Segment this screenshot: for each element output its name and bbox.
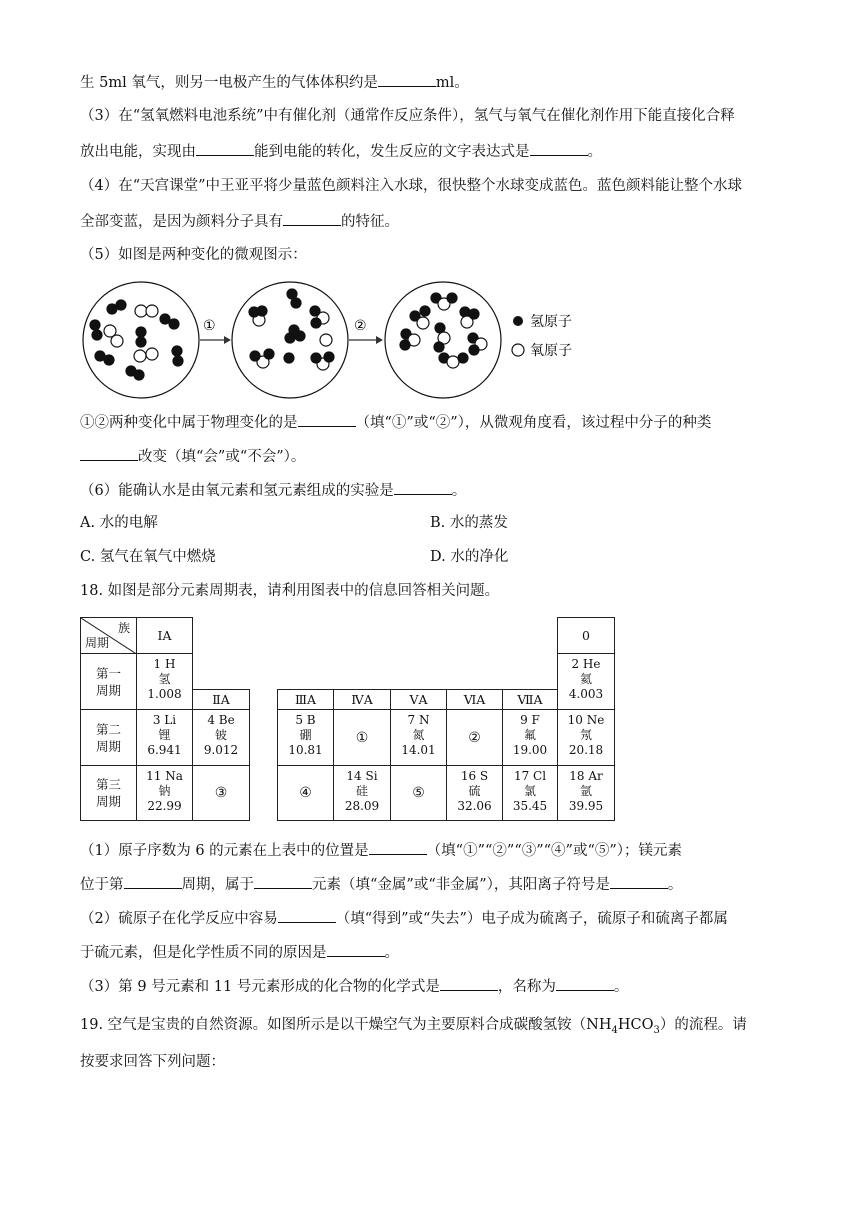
element-S (446, 765, 503, 821)
text: 14.01 (401, 743, 436, 757)
question-5-text (80, 412, 711, 433)
blank-position-4: ④ (277, 765, 334, 821)
text: （3）第 9 号元素和 11 号元素形成的化合物的化学式是 (80, 979, 440, 995)
oxygen-legend-label: 氧原子 (530, 343, 572, 359)
text: 。 (451, 483, 467, 499)
text: ①②两种变化中属于物理变化的是 (80, 415, 298, 431)
text: ）的流程。请 (659, 1017, 747, 1033)
text: 19.00 (512, 743, 548, 757)
text: 硼 (299, 728, 312, 742)
answer-blank (369, 840, 427, 855)
period-header (80, 653, 137, 710)
text: 。 (613, 979, 629, 995)
question-18: 18. 如图是部分元素周期表，请利用图表中的信息回答相关问题。 (80, 583, 500, 599)
text: 28.09 (344, 799, 380, 813)
text: 第二 (95, 721, 121, 737)
element-Ar (557, 765, 615, 821)
text: 22.99 (147, 799, 182, 813)
subscript: 3 (653, 1024, 660, 1036)
answer-blank (298, 412, 356, 427)
text: 10 Ne (567, 713, 605, 727)
text: 铍 (214, 728, 227, 742)
text: 全部变蓝，是因为颜料分子具有 (80, 214, 283, 230)
text: 硅 (355, 784, 368, 798)
answer-blank (378, 72, 436, 87)
text: 氮 (412, 728, 425, 742)
answer-blank (278, 908, 336, 923)
text: NH (586, 1017, 612, 1033)
answer-blank (610, 874, 668, 889)
group-header: ⅦA (502, 689, 558, 710)
question-18-1-line2 (80, 874, 682, 895)
text: 9.012 (203, 743, 239, 757)
option-c: C. 氢气在氧气中燃烧 (80, 549, 216, 565)
element-N (390, 709, 447, 766)
text: 氩 (579, 784, 592, 798)
blank-position-2: ② (446, 709, 503, 766)
text: 放出电能，实现由 (80, 144, 196, 160)
text: 的特征。 (341, 214, 399, 230)
text: 氖 (579, 728, 592, 742)
text: 。 (587, 144, 602, 160)
answer-blank (80, 446, 138, 461)
hydrogen-legend-label: 氢原子 (530, 314, 572, 330)
oxygen-legend-dot (512, 344, 524, 356)
element-B (277, 709, 334, 766)
answer-blank (196, 141, 254, 156)
text: 周期 (95, 682, 121, 698)
answer-blank (440, 976, 498, 991)
text: （填“得到”或“失去”）电子成为硫离子，硫原子和硫离子都属 (335, 911, 728, 927)
element-Si (333, 765, 391, 821)
blank-position-1: ① (333, 709, 391, 766)
question-5: （5）如图是两种变化的微观图示： (80, 247, 307, 263)
answer-blank (254, 874, 312, 889)
group-header: ⅣA (333, 689, 391, 710)
text: 18 Ar (569, 769, 603, 783)
text: 19. 空气是宝贵的自然资源。如图所示是以干燥空气为主要原料合成碳酸氢铵（ (80, 1017, 587, 1033)
question-4-line2 (80, 211, 399, 232)
period-header (80, 709, 137, 766)
option-d: D. 水的净化 (430, 549, 509, 565)
text: HCO (617, 1017, 654, 1033)
period-header (80, 765, 137, 821)
text: 14 Si (346, 769, 378, 783)
text: 能到电能的转化，发生反应的文字表达式是 (254, 144, 530, 160)
element-H (136, 653, 193, 710)
group-header: 0 (557, 617, 615, 654)
text: 2 He (571, 657, 601, 671)
group-header: ⅡA (192, 689, 250, 710)
question-19-line2: 按要求回答下列问题： (80, 1054, 225, 1070)
text: 第一 (95, 665, 121, 681)
molecule-diagram-clean (78, 274, 598, 406)
text: 于硫元素，但是化学性质不同的原因是 (80, 945, 327, 961)
periodic-table (80, 617, 615, 821)
text: 位于第 (80, 877, 124, 893)
text: 9 F (520, 713, 540, 727)
blank-position-3: ③ (192, 765, 250, 821)
text: 。 (384, 945, 399, 961)
question-3-line2 (80, 141, 602, 162)
arrow-2 (349, 336, 383, 344)
text: 5 B (295, 713, 316, 727)
text: 周期 (95, 794, 121, 809)
text: ，名称为 (497, 979, 556, 995)
element-Li (136, 709, 193, 766)
answer-blank (283, 211, 341, 226)
text: 氯 (523, 784, 536, 798)
corner-cell (80, 617, 137, 654)
group-header: ⅤA (390, 689, 447, 710)
text-line (80, 72, 469, 93)
formula (586, 1017, 660, 1036)
text: 第三 (95, 777, 121, 792)
text: ml。 (435, 75, 469, 91)
text: 元素（填“金属”或“非金属”），其阳离子符号是 (312, 877, 610, 893)
text: 氟 (523, 728, 536, 742)
blank-position-5: ⑤ (390, 765, 447, 821)
question-6 (80, 480, 466, 501)
text: 氢 (158, 672, 171, 686)
text: 改变（填“会”或“不会”）。 (138, 449, 306, 465)
text: 4.003 (568, 687, 604, 701)
text: 。 (667, 877, 683, 893)
question-18-2-line2 (80, 942, 399, 963)
text: （1）原子序数为 6 的元素在上表中的位置是 (80, 843, 369, 859)
text: 35.45 (512, 799, 548, 813)
text: 周期，属于 (181, 877, 254, 893)
text: 39.95 (568, 799, 604, 813)
text: 6.941 (147, 743, 182, 757)
question-5-text2 (80, 446, 305, 467)
answer-blank (556, 976, 614, 991)
arrow-1 (200, 336, 231, 344)
text: （填“①”“②”“③”“④”或“⑤”）；镁元素 (426, 843, 683, 859)
question-19-line1 (80, 1015, 747, 1041)
subscript: 4 (611, 1024, 618, 1036)
text: （6）能确认水是由氧元素和氢元素组成的实验是 (80, 483, 394, 499)
element-He (557, 653, 615, 710)
hydrogen-legend-dot (513, 316, 523, 326)
group-header: ⅥA (446, 689, 503, 710)
option-a: A. 水的电解 (80, 515, 158, 531)
group-header: ⅠA (136, 617, 193, 654)
text: 4 Be (207, 713, 235, 727)
step-2-label: ② (354, 318, 367, 334)
step-1-label: ① (203, 318, 216, 334)
text: 周期 (95, 738, 121, 754)
text: 3 Li (152, 713, 177, 727)
text: 11 Na (146, 769, 183, 783)
question-4-line1: （4）在“天宫课堂”中王亚平将少量蓝色颜料注入水球，很快整个水球变成蓝色。蓝色颜料能让整个水球 (80, 178, 743, 194)
question-3-line1: （3）在“氢氧燃料电池系统”中有催化剂（通常作反应条件），氢气与氧气在催化剂作用下能直接化合释 (80, 108, 735, 124)
text: 10.81 (288, 743, 323, 757)
group-header: ⅢA (277, 689, 334, 710)
text: 锂 (158, 728, 171, 742)
text: 硫 (468, 784, 481, 798)
text: 17 Cl (513, 769, 547, 783)
answer-blank (124, 874, 182, 889)
text: 生 5ml 氧气，则另一电极产生的气体体积约是 (80, 75, 378, 91)
group-label: 族 (117, 621, 130, 635)
text: （填“①”或“②”），从微观角度看，该过程中分子的种类 (355, 415, 712, 431)
text: （2）硫原子在化学反应中容易 (80, 911, 278, 927)
answer-blank (394, 480, 452, 495)
element-F (502, 709, 558, 766)
question-18-2-line1 (80, 908, 728, 929)
question-18-3 (80, 976, 628, 997)
element-Be (192, 709, 250, 766)
element-Ne (557, 709, 615, 766)
option-b: B. 水的蒸发 (430, 515, 508, 531)
text: 1 H (153, 657, 176, 671)
text: 氦 (579, 672, 592, 686)
text: 钠 (158, 784, 171, 798)
text: 16 S (460, 769, 489, 783)
question-18-1-line1 (80, 840, 682, 861)
text: 7 N (407, 713, 430, 727)
legend (512, 314, 572, 359)
element-Cl (502, 765, 558, 821)
answer-blank (327, 942, 385, 957)
text: 20.18 (568, 743, 604, 757)
text: 1.008 (147, 687, 182, 701)
period-label: 周期 (85, 636, 110, 650)
element-Na (136, 765, 193, 821)
answer-blank (530, 141, 588, 156)
text: 32.06 (457, 799, 492, 813)
